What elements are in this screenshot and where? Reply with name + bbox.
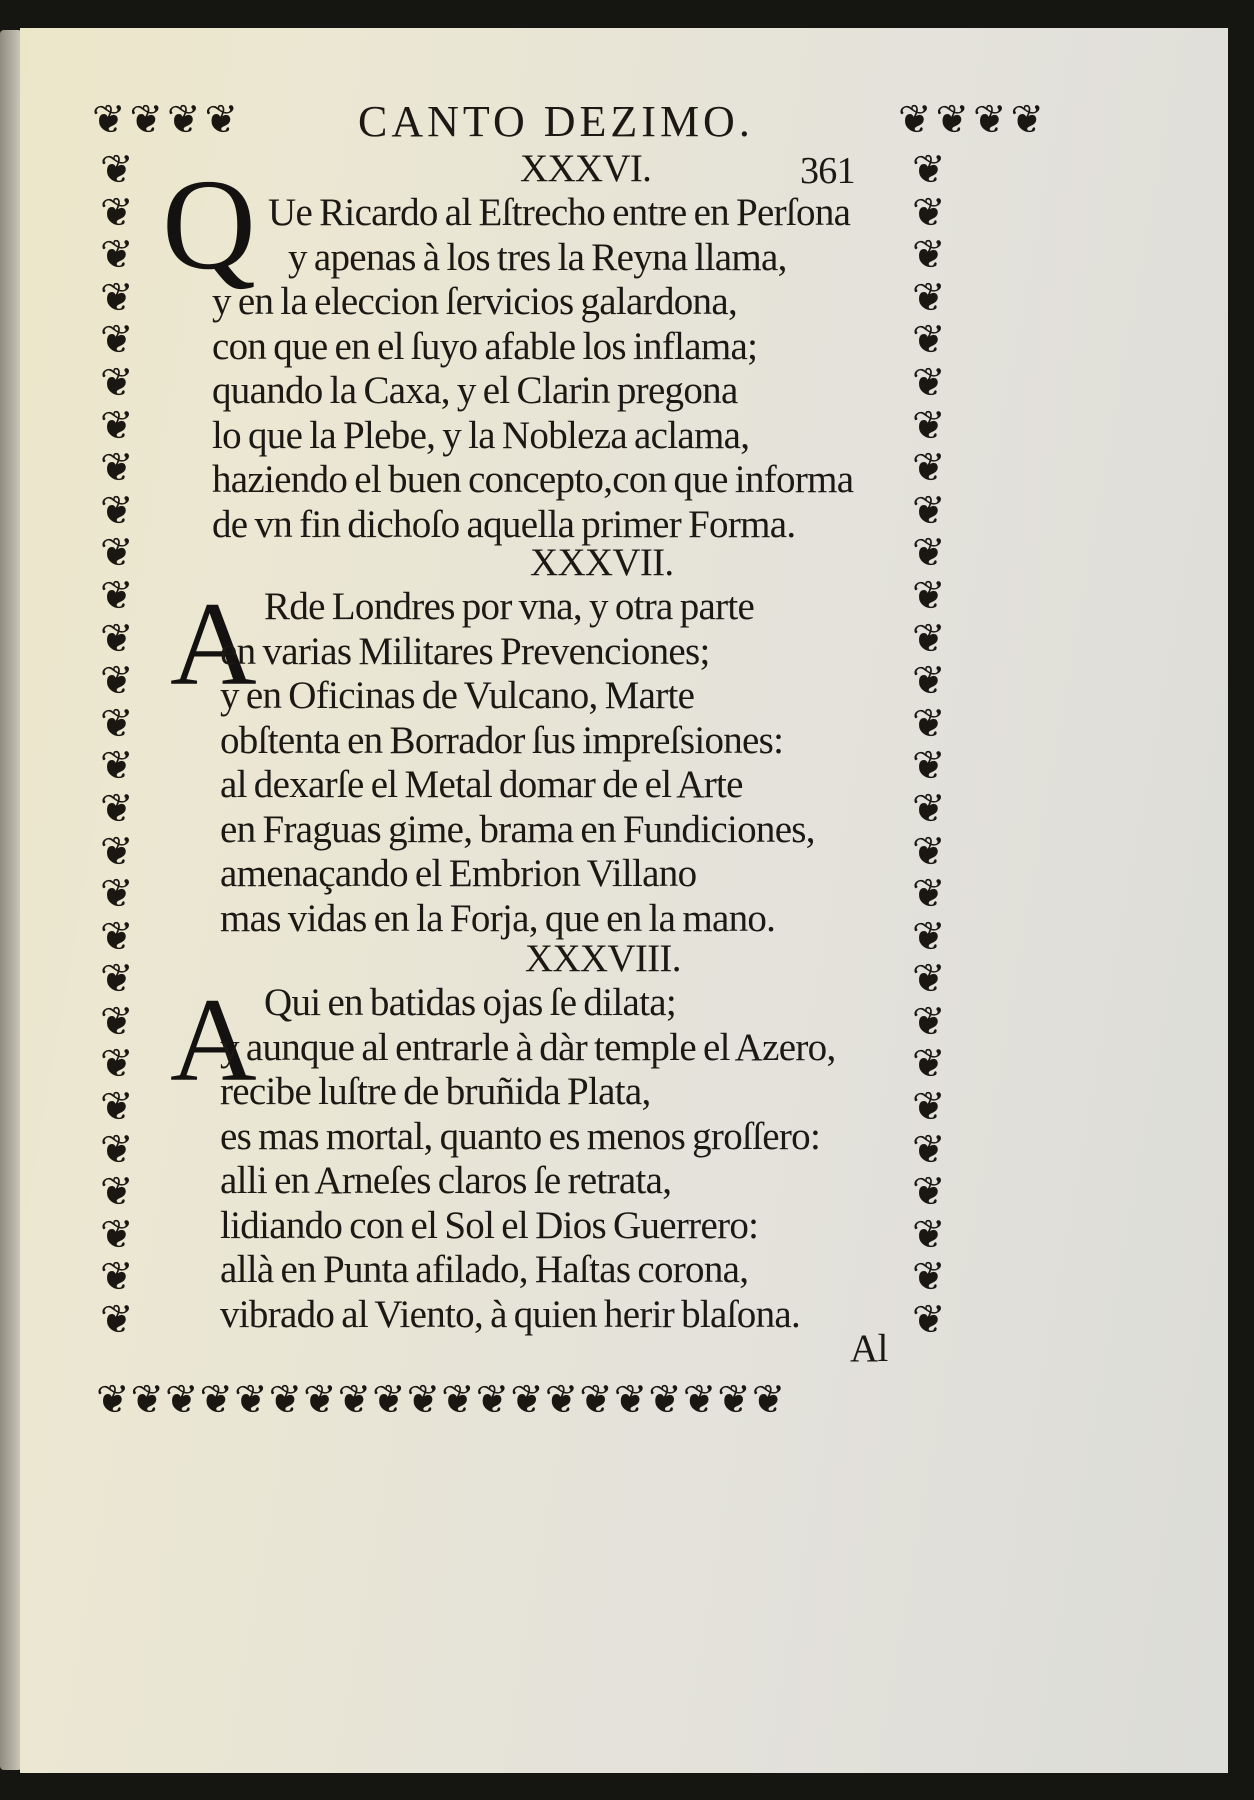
fleuron-icon: ❦ (100, 1041, 134, 1088)
fleuron-icon: ❦ (912, 402, 946, 449)
stanza-numeral: XXXVIII. (525, 937, 681, 980)
fleuron-icon: ❦ (337, 1377, 372, 1423)
fleuron-icon: ❦ (912, 147, 946, 193)
fleuron-icon: ❦ (912, 1211, 946, 1258)
fleuron-icon: ❦ (912, 700, 946, 747)
fleuron-icon: ❦ (100, 743, 134, 790)
verse-line: Rde Londres por vna, y otra parte (264, 585, 755, 628)
verse-line: quando la Caxa, y el Clarin pregona (212, 369, 738, 412)
stanza-numeral: XXXVI. (520, 147, 652, 190)
fleuron-icon: ❦ (912, 743, 946, 790)
fleuron-icon: ❦ (912, 1254, 946, 1301)
verse-line: haziendo el buen concepto,con que informa (212, 458, 854, 501)
fleuron-icon: ❦ (475, 1377, 510, 1423)
verse-line: allà en Punta afilado, Haſtas corona, (220, 1248, 749, 1291)
verse-line: con que en el ſuyo afable los inflama; (212, 324, 758, 368)
fleuron-icon: ❦ (100, 998, 134, 1045)
fleuron-icon: ❦ (898, 97, 932, 143)
verse-line: Ue Ricardo al Eſtrecho entre en Perſona (268, 191, 851, 234)
fleuron-border-top-left (92, 97, 239, 143)
fleuron-border-left (100, 147, 134, 1344)
fleuron-icon: ❦ (100, 871, 134, 918)
fleuron-icon: ❦ (96, 1377, 130, 1423)
fleuron-icon: ❦ (579, 1377, 613, 1423)
verse-line: alli en Arneſes claros ſe retrata, (220, 1159, 672, 1202)
fleuron-icon: ❦ (268, 1377, 303, 1423)
fleuron-icon: ❦ (912, 274, 946, 321)
drop-cap-initial: Q (162, 153, 256, 297)
fleuron-icon: ❦ (100, 317, 134, 364)
running-head: CANTO DEZIMO. (358, 97, 754, 146)
verse-line: y en Oficinas de Vulcano, Marte (220, 674, 695, 717)
verse-line: vibrado al Viento, à quien herir blaſona. (220, 1292, 801, 1336)
fleuron-icon: ❦ (912, 998, 946, 1045)
fleuron-border-right (912, 147, 946, 1344)
fleuron-icon: ❦ (100, 147, 134, 193)
verse-line: y en la eleccion ſervicios galardona, (212, 280, 738, 323)
previous-page-edge (0, 30, 22, 1770)
stanza-numeral: XXXVII. (530, 541, 674, 584)
fleuron-icon: ❦ (912, 359, 946, 406)
fleuron-icon: ❦ (100, 1169, 134, 1216)
fleuron-icon: ❦ (912, 913, 946, 960)
verse-line: en varias Militares Prevenciones; (220, 629, 710, 673)
fleuron-icon: ❦ (100, 700, 134, 747)
verse-line: lidiando con el Sol el Dios Guerrero: (220, 1203, 759, 1247)
fleuron-icon: ❦ (682, 1377, 717, 1423)
verse-line: obſtenta en Borrador ſus impreſsiones: (220, 718, 784, 762)
fleuron-icon: ❦ (100, 1254, 134, 1301)
fleuron-icon: ❦ (303, 1377, 337, 1423)
fleuron-icon: ❦ (100, 189, 134, 236)
fleuron-icon: ❦ (912, 445, 946, 492)
verse-line: recibe luſtre de bruñida Plata, (220, 1070, 651, 1113)
fleuron-icon: ❦ (912, 956, 946, 1003)
fleuron-icon: ❦ (100, 956, 134, 1003)
page-number: 361 (800, 150, 855, 192)
fleuron-icon: ❦ (912, 1169, 946, 1216)
fleuron-icon: ❦ (130, 1377, 165, 1423)
fleuron-icon: ❦ (129, 97, 164, 143)
fleuron-icon: ❦ (100, 615, 134, 662)
verse-line: al dexarſe el Metal domar de el Arte (220, 763, 743, 806)
fleuron-icon: ❦ (441, 1377, 475, 1423)
fleuron-icon: ❦ (100, 359, 134, 406)
fleuron-icon: ❦ (100, 913, 134, 960)
fleuron-icon: ❦ (912, 487, 946, 534)
verse-line: y aunque al entrarle à dàr temple el Azero, (220, 1025, 836, 1069)
fleuron-icon: ❦ (100, 232, 134, 279)
fleuron-icon: ❦ (912, 572, 946, 619)
fleuron-icon: ❦ (912, 317, 946, 364)
fleuron-border-top-right (898, 97, 1045, 143)
fleuron-icon: ❦ (717, 1377, 751, 1423)
catchword: Al (850, 1327, 888, 1370)
fleuron-icon: ❦ (613, 1377, 648, 1423)
fleuron-icon: ❦ (912, 1126, 946, 1173)
fleuron-icon: ❦ (165, 1377, 199, 1423)
fleuron-icon: ❦ (648, 1377, 682, 1423)
fleuron-icon: ❦ (544, 1377, 579, 1423)
fleuron-icon: ❦ (912, 785, 946, 832)
fleuron-icon: ❦ (912, 232, 946, 279)
fleuron-icon: ❦ (912, 1084, 946, 1131)
fleuron-icon: ❦ (167, 97, 201, 143)
fleuron-icon: ❦ (100, 828, 134, 875)
verse-line: Qui en batidas ojas ſe dilata; (264, 981, 676, 1024)
fleuron-icon: ❦ (912, 530, 946, 577)
fleuron-icon: ❦ (100, 402, 134, 449)
fleuron-icon: ❦ (100, 572, 134, 619)
verse-line: amenaçando el Embrion Villano (220, 852, 697, 895)
fleuron-icon: ❦ (100, 1126, 134, 1173)
fleuron-icon: ❦ (1010, 97, 1045, 143)
fleuron-icon: ❦ (912, 615, 946, 662)
fleuron-icon: ❦ (912, 871, 946, 918)
fleuron-icon: ❦ (100, 530, 134, 577)
fleuron-icon: ❦ (912, 658, 946, 705)
verse-line: lo que la Plebe, y la Nobleza aclama, (212, 413, 750, 457)
fleuron-icon: ❦ (372, 1377, 406, 1423)
fleuron-icon: ❦ (100, 274, 134, 321)
fleuron-icon: ❦ (100, 1297, 134, 1344)
fleuron-icon: ❦ (100, 487, 134, 534)
verse-line: y apenas à los tres la Reyna llama, (288, 235, 787, 279)
fleuron-icon: ❦ (912, 1041, 946, 1088)
fleuron-icon: ❦ (406, 1377, 441, 1423)
fleuron-icon: ❦ (204, 97, 239, 143)
fleuron-icon: ❦ (912, 1297, 946, 1344)
drop-cap-initial: A (170, 973, 257, 1106)
fleuron-icon: ❦ (100, 1084, 134, 1131)
fleuron-icon: ❦ (912, 828, 946, 875)
verse-line: de vn fin dichoſo aquella primer Forma. (212, 502, 796, 546)
fleuron-icon: ❦ (234, 1377, 268, 1423)
fleuron-icon: ❦ (912, 189, 946, 236)
fleuron-icon: ❦ (510, 1377, 544, 1423)
fleuron-icon: ❦ (92, 97, 126, 143)
fleuron-icon: ❦ (100, 658, 134, 705)
fleuron-icon: ❦ (751, 1377, 786, 1423)
fleuron-icon: ❦ (935, 97, 970, 143)
drop-cap-initial: A (170, 577, 257, 710)
verse-line: mas vidas en la Forja, que en la mano. (220, 896, 776, 940)
fleuron-icon: ❦ (199, 1377, 234, 1423)
fleuron-border-bottom (96, 1377, 786, 1423)
verse-line: en Fraguas gime, brama en Fundiciones, (220, 807, 815, 851)
fleuron-icon: ❦ (100, 1211, 134, 1258)
verse-line: es mas mortal, quanto es menos groſſero: (220, 1114, 821, 1158)
fleuron-icon: ❦ (973, 97, 1007, 143)
fleuron-icon: ❦ (100, 445, 134, 492)
fleuron-icon: ❦ (100, 785, 134, 832)
